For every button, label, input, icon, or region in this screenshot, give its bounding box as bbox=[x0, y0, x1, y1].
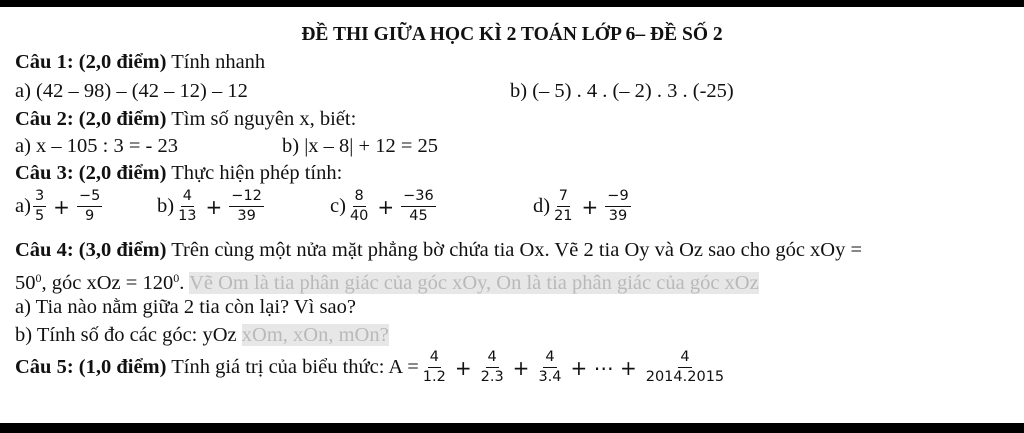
question-2-label: Câu 2: (2,0 điểm) bbox=[15, 108, 167, 130]
document-title: ĐỀ THI GIỮA HỌC KÌ 2 TOÁN LỚP 6– ĐỀ SỐ 2 bbox=[301, 24, 723, 45]
plus-sign: + bbox=[377, 194, 395, 219]
question-2b: b) |x – 8| + 12 = 25 bbox=[282, 135, 439, 157]
q3c-label: c) bbox=[330, 195, 346, 217]
fraction: $\frac{8}{40}$ bbox=[349, 188, 369, 224]
plus-sign: + bbox=[512, 355, 530, 380]
question-2-text: Tìm số nguyên x, biết: bbox=[166, 108, 357, 130]
fraction: $\frac{-12}{39}$ bbox=[231, 188, 262, 224]
ellipsis-term: + ⋯ + bbox=[570, 355, 637, 380]
question-3-text: Thực hiện phép tính: bbox=[166, 162, 343, 184]
bottom-border bbox=[0, 423, 1024, 433]
plus-sign: + bbox=[53, 194, 70, 219]
fraction: $\frac{4}{3.4}$ bbox=[538, 349, 562, 385]
fraction: $\frac{-5}{9}$ bbox=[78, 188, 101, 224]
plus-sign: + bbox=[581, 194, 599, 219]
question-2a: a) x – 105 : 3 = - 23 bbox=[15, 135, 179, 157]
question-1-heading bbox=[15, 50, 265, 74]
question-3a bbox=[15, 188, 104, 225]
plus-sign: + bbox=[205, 194, 223, 219]
fraction: $\frac{7}{21}$ bbox=[554, 188, 573, 224]
faded-text: Vẽ Om là tia phân giác của góc xOy, On là tia phân giác của góc xOz bbox=[189, 272, 759, 294]
question-4-heading bbox=[15, 238, 862, 262]
fraction: $\frac{3}{5}$ bbox=[34, 188, 45, 224]
fraction: $\frac{4}{1.2}$ bbox=[422, 349, 446, 385]
question-3c bbox=[330, 188, 438, 225]
question-3d bbox=[533, 188, 633, 225]
top-border bbox=[0, 0, 1024, 7]
fraction: $\frac{-9}{39}$ bbox=[607, 188, 629, 224]
fraction: $\frac{4}{2.3}$ bbox=[480, 349, 504, 385]
question-4a: a) Tia nào nằm giữa 2 tia còn lại? Vì sao? bbox=[15, 296, 356, 318]
question-1a: a) (42 – 98) – (42 – 12) – 12 bbox=[15, 80, 248, 102]
q3a-label: a) bbox=[15, 195, 31, 217]
faded-text: xOm, xOn, mOn bbox=[241, 324, 380, 346]
fraction: $\frac{-36}{45}$ bbox=[403, 188, 434, 224]
question-1b: b) (– 5) . 4 . (– 2) . 3 . (-25) bbox=[510, 80, 734, 102]
question-5-text: Tính giá trị của biểu thức: A = bbox=[166, 356, 419, 378]
question-3-heading bbox=[15, 161, 342, 185]
question-5 bbox=[15, 349, 728, 386]
question-1-text: Tính nhanh bbox=[166, 51, 266, 73]
q3b-label: b) bbox=[157, 195, 175, 217]
question-1-label: Câu 1: (2,0 điểm) bbox=[15, 51, 167, 73]
q3d-label: d) bbox=[533, 195, 551, 217]
question-3-label: Câu 3: (2,0 điểm) bbox=[15, 162, 167, 184]
fraction: $\frac{4}{2014.2015}$ bbox=[645, 349, 725, 385]
question-4-line2: $50^0$, góc xOz = $120^0$. Vẽ Om là tia phân giác của góc xOy, On là tia phân giác của góc xOz bbox=[15, 271, 759, 294]
question-3b bbox=[157, 188, 266, 225]
fraction: $\frac{4}{13}$ bbox=[178, 188, 197, 224]
question-5-label: Câu 5: (1,0 điểm) bbox=[15, 356, 167, 378]
question-2-heading bbox=[15, 107, 356, 131]
question-4b: b) Tính số đo các góc: yOz xOm, xOn, mOn? bbox=[15, 324, 389, 346]
question-4-label: Câu 4: (3,0 điểm) bbox=[15, 239, 167, 261]
question-4-text: Trên cùng một nửa mặt phẳng bờ chứa tia Ox. Vẽ 2 tia Oy và Oz sao cho góc xOy = bbox=[166, 239, 863, 261]
plus-sign: + bbox=[454, 355, 472, 380]
